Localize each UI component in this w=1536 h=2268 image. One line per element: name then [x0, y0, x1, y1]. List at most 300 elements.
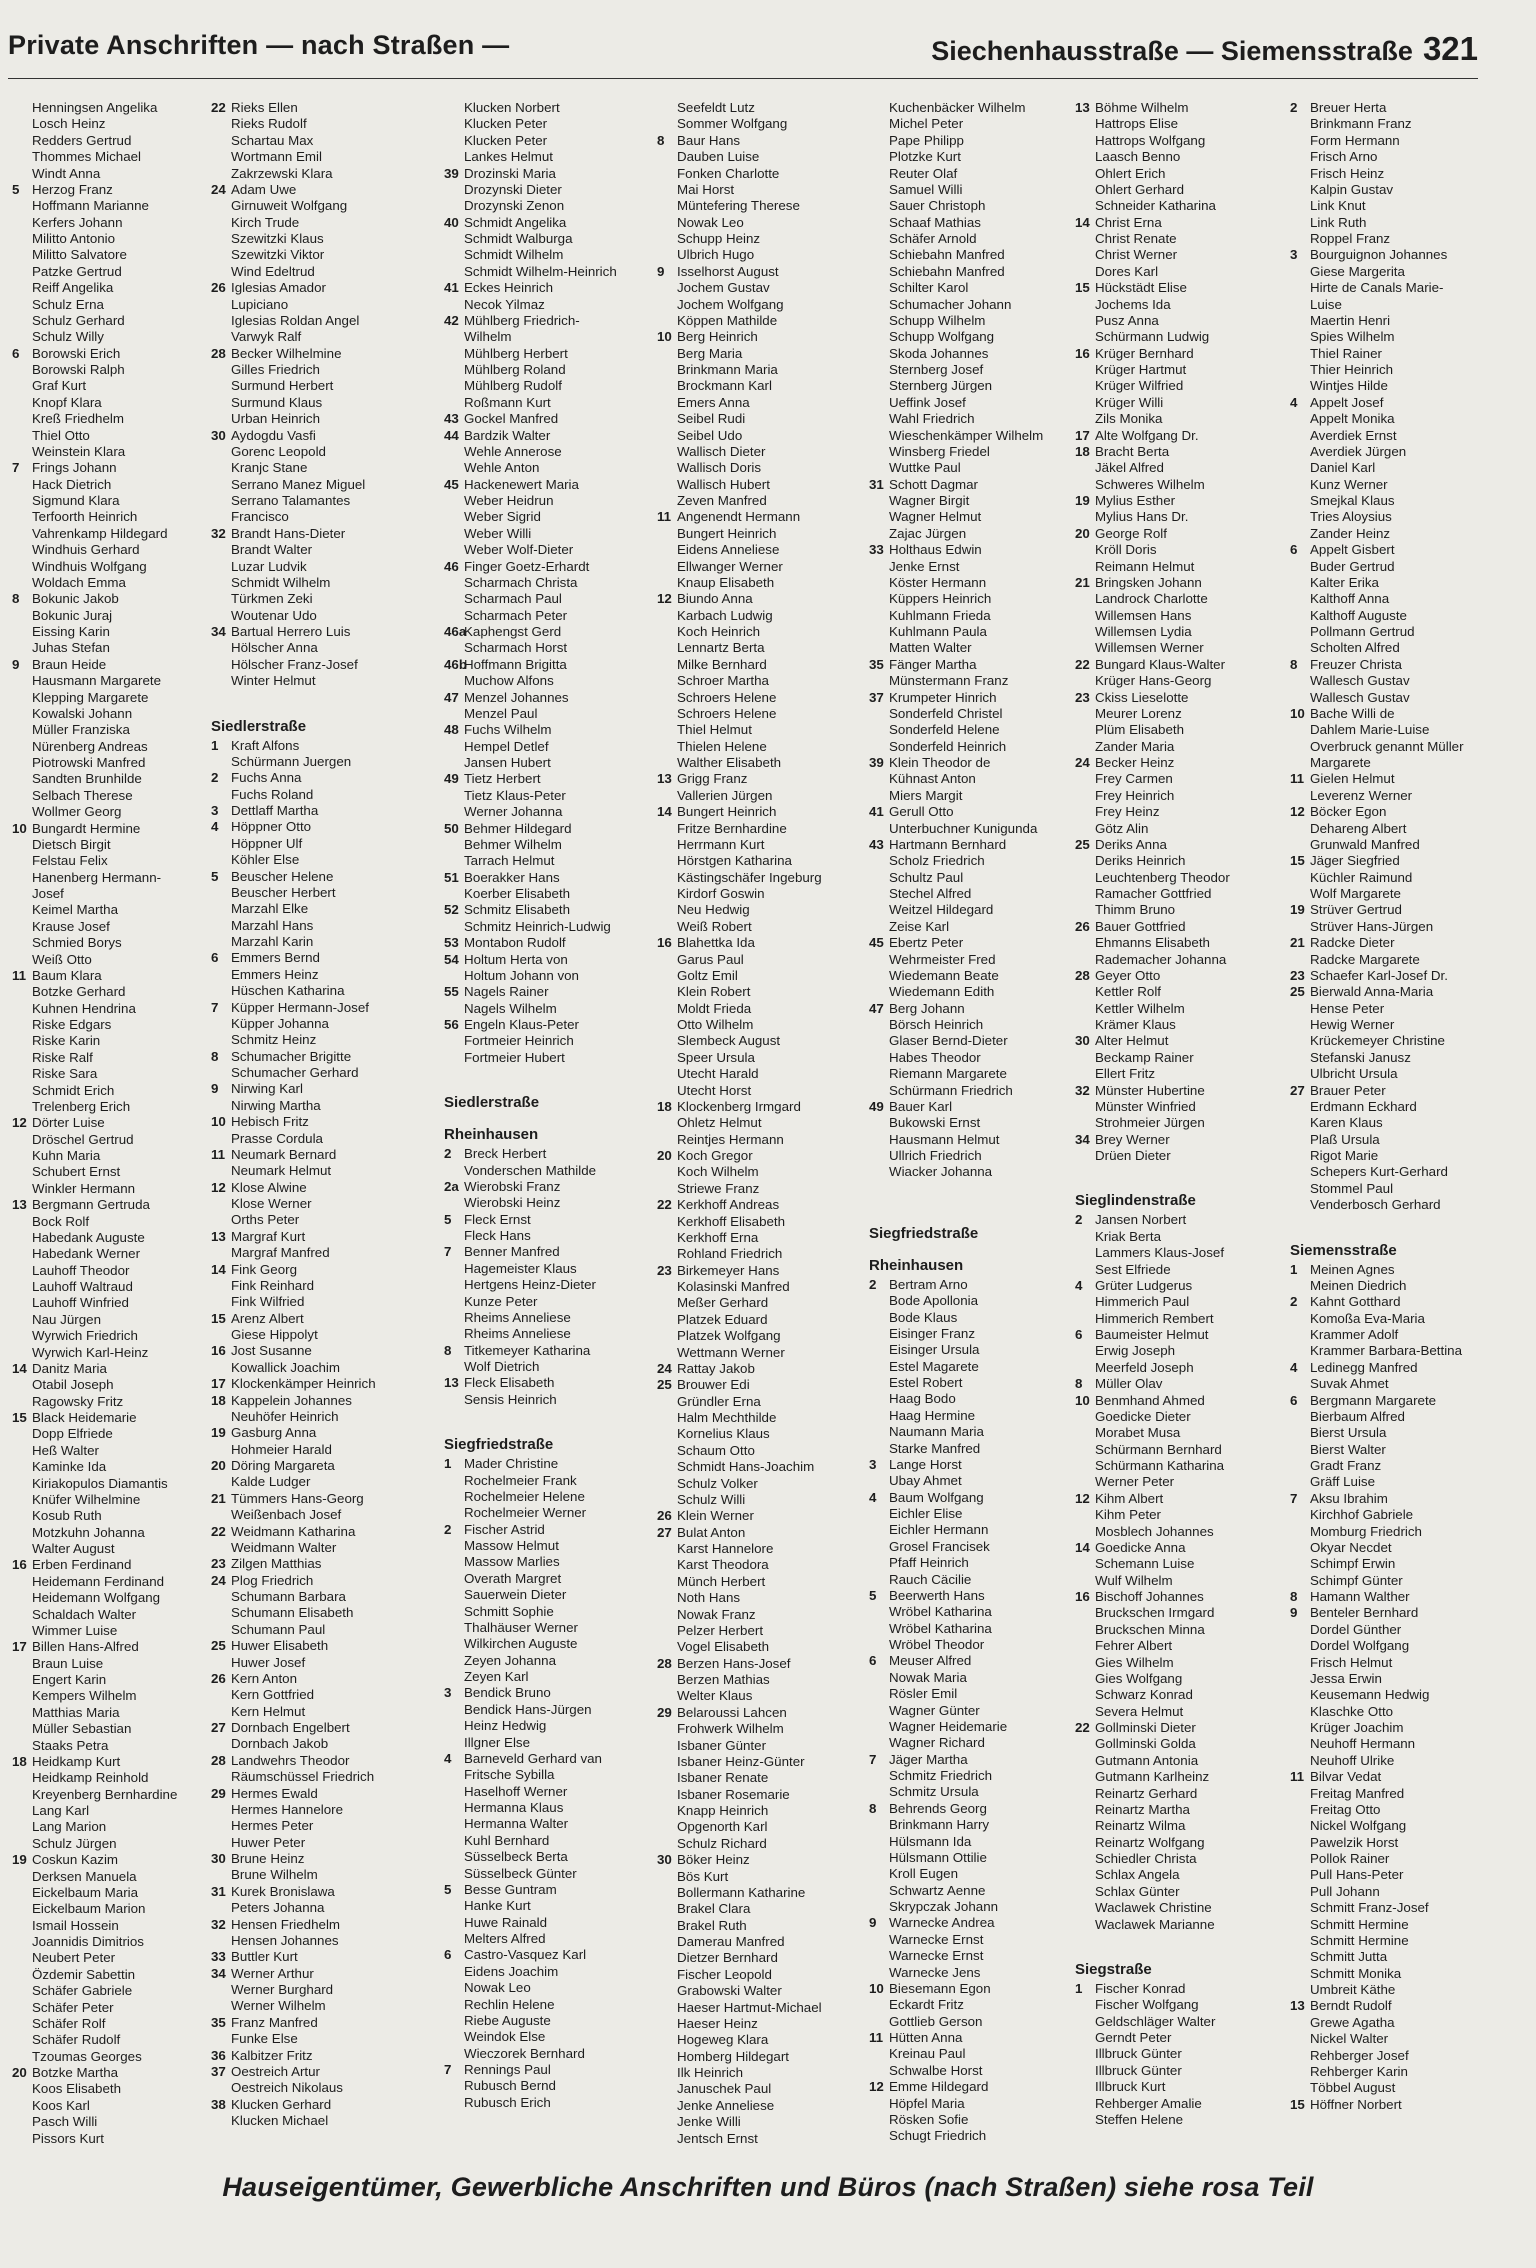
- resident-entry: [1290, 935, 1490, 951]
- resident-name: Klose Alwine: [231, 1179, 307, 1195]
- resident-entry: [444, 1017, 654, 1033]
- house-number: 20: [1075, 525, 1090, 541]
- resident-name: Schultz Paul: [889, 869, 964, 885]
- resident-name: Schilter Karol: [889, 280, 969, 296]
- resident-entry: [444, 771, 654, 787]
- resident-name: Ellwanger Werner: [677, 558, 783, 574]
- resident-entry: [211, 1933, 441, 1949]
- resident-name: Utecht Harald: [677, 1066, 759, 1082]
- resident-name: Otabil Joseph: [32, 1377, 114, 1393]
- resident-entry: [657, 870, 867, 886]
- resident-name: Klein Theodor de: [889, 755, 991, 770]
- resident-entry: [1290, 722, 1490, 738]
- resident-name: Komoßa Eva-Maria: [1310, 1310, 1425, 1326]
- resident-name: Striewe Franz: [677, 1180, 760, 1196]
- resident-entry: [1290, 280, 1490, 296]
- resident-name: Angenendt Hermann: [677, 509, 801, 525]
- house-number: 15: [12, 1410, 27, 1425]
- resident-name: Heidemann Ferdinand: [32, 1573, 165, 1589]
- resident-name: Sandten Brunhilde: [32, 771, 142, 787]
- resident-name: Montabon Rudolf: [464, 935, 566, 951]
- resident-entry: [869, 133, 1074, 149]
- house-number: 24: [211, 1572, 226, 1588]
- resident-name: Borowski Ralph: [32, 362, 125, 377]
- resident-name: Ulbrich Hugo: [677, 247, 755, 263]
- resident-name: Klockenkämper Heinrich: [231, 1376, 376, 1392]
- house-number: 1: [211, 737, 219, 753]
- house-number: 6: [869, 1653, 877, 1669]
- resident-entry: [211, 559, 441, 575]
- resident-name: Otto Wilhelm: [677, 1017, 754, 1032]
- resident-name: Grabowski Walter: [677, 1983, 782, 1999]
- resident-entry: [657, 395, 867, 411]
- house-number: 20: [12, 2065, 27, 2080]
- resident-entry: [211, 1638, 441, 1654]
- resident-name: Haselhoff Werner: [464, 1783, 568, 1799]
- resident-name: Damerau Manfred: [677, 1934, 785, 1949]
- resident-entry: [869, 1506, 1074, 1522]
- resident-name: Blahettka Ida: [677, 935, 755, 951]
- resident-entry: [444, 821, 654, 837]
- resident-name: Kreinau Paul: [889, 2046, 966, 2062]
- resident-entry: [657, 919, 867, 935]
- resident-entry: [444, 395, 654, 411]
- resident-entry: [444, 1163, 654, 1179]
- resident-name: Freuzer Christa: [1310, 656, 1402, 672]
- resident-entry: [1290, 133, 1490, 149]
- resident-name: Pfaff Heinrich: [889, 1555, 969, 1571]
- resident-entry: [1075, 591, 1287, 607]
- resident-entry: [211, 836, 441, 852]
- resident-entry: [211, 313, 441, 329]
- resident-entry: [869, 378, 1074, 394]
- resident-name: Pollok Rainer: [1310, 1851, 1390, 1866]
- resident-entry: [211, 738, 441, 754]
- resident-entry: [869, 1588, 1074, 1604]
- resident-name: Klucken Michael: [231, 2113, 329, 2128]
- resident-name: Frohwerk Wilhelm: [677, 1721, 784, 1737]
- resident-entry: [211, 1802, 441, 1818]
- resident-entry: [1290, 804, 1490, 820]
- resident-name: Münstermann Franz: [889, 673, 1009, 689]
- resident-name: Serrano Manez Miguel: [231, 476, 366, 492]
- resident-name: Schott Dagmar: [889, 476, 978, 492]
- resident-name: Kaphengst Gerd: [464, 624, 562, 639]
- resident-entry: [211, 869, 441, 885]
- spacer: [1075, 1164, 1287, 1180]
- resident-name: Nowak Leo: [464, 1980, 531, 1996]
- resident-entry: [657, 1885, 867, 1901]
- resident-name: Drozinski Maria: [464, 165, 556, 181]
- resident-name: Platzek Eduard: [677, 1311, 768, 1327]
- resident-name: Werner Burghard: [231, 1982, 334, 1997]
- resident-entry: [869, 2030, 1074, 2046]
- resident-name: Jansen Hubert: [464, 755, 551, 770]
- resident-name: Benner Manfred: [464, 1244, 560, 1260]
- resident-entry: [211, 362, 441, 378]
- resident-entry: [1075, 329, 1287, 345]
- resident-entry: [869, 428, 1074, 444]
- resident-entry: [1075, 1605, 1287, 1621]
- house-number: 15: [1075, 280, 1090, 296]
- resident-entry: [657, 329, 867, 345]
- house-number: 23: [657, 1262, 672, 1278]
- resident-entry: [869, 1408, 1074, 1424]
- resident-entry: [869, 1932, 1074, 1948]
- resident-entry: [12, 1345, 207, 1361]
- house-number: 13: [444, 1375, 459, 1391]
- resident-name: Margarete: [1310, 755, 1371, 770]
- resident-name: Opgenorth Karl: [677, 1819, 768, 1835]
- resident-name: Schupp Wilhelm: [889, 312, 986, 328]
- resident-entry: [1290, 395, 1490, 411]
- resident-entry: [1075, 264, 1287, 280]
- resident-name: Plüm Elisabeth: [1095, 722, 1185, 738]
- resident-entry: [444, 624, 654, 640]
- resident-name: Zeise Karl: [889, 918, 950, 934]
- resident-entry: [1290, 1818, 1490, 1834]
- house-number: 35: [211, 2014, 226, 2030]
- resident-entry: [444, 1882, 654, 1898]
- resident-entry: [12, 952, 207, 968]
- resident-name: Fleck Hans: [464, 1228, 531, 1243]
- resident-name: Scharmach Christa: [464, 574, 578, 590]
- resident-name: Kowalski Johann: [32, 705, 133, 721]
- house-number: 5: [444, 1881, 452, 1897]
- resident-entry: [1290, 1311, 1490, 1327]
- resident-entry: [1290, 116, 1490, 132]
- resident-entry: [869, 477, 1074, 493]
- resident-entry: [657, 853, 867, 869]
- resident-entry: [444, 1310, 654, 1326]
- resident-name: Willemsen Lydia: [1095, 624, 1192, 639]
- resident-name: Jentsch Ernst: [677, 2130, 758, 2146]
- house-number: 15: [211, 1310, 226, 1326]
- resident-name: Buder Gertrud: [1310, 558, 1395, 574]
- street-heading: Siedlerstraße: [211, 717, 307, 735]
- resident-name: Lauhoff Winfried: [32, 1295, 129, 1311]
- resident-entry: [657, 1066, 867, 1082]
- resident-entry: [1075, 739, 1287, 755]
- resident-entry: [657, 297, 867, 313]
- resident-name: Habedank Werner: [32, 1246, 141, 1262]
- resident-entry: [211, 787, 441, 803]
- resident-name: Herrmann Kurt: [677, 836, 765, 852]
- resident-name: Schmitz Heinrich-Ludwig: [464, 918, 611, 934]
- resident-name: Schmitt Franz-Josef: [1310, 1900, 1429, 1916]
- resident-name: Schäfer Rolf: [32, 2015, 106, 2031]
- resident-entry: [1075, 1115, 1287, 1131]
- resident-name: Eickelbaum Marion: [32, 1901, 146, 1917]
- resident-name: Fehrer Albert: [1095, 1638, 1173, 1654]
- resident-entry: [444, 673, 654, 689]
- resident-name: Januschek Paul: [677, 2081, 772, 2097]
- resident-entry: [444, 1522, 654, 1538]
- resident-entry: [1075, 1148, 1287, 1164]
- resident-entry: [869, 804, 1074, 820]
- house-number: 14: [12, 1360, 27, 1376]
- resident-name: Kuhl Bernhard: [464, 1832, 550, 1848]
- resident-entry: [444, 313, 654, 329]
- resident-name: Bierst Walter: [1310, 1441, 1386, 1457]
- resident-entry: [869, 329, 1074, 345]
- resident-entry: [211, 983, 441, 999]
- resident-name: Rubusch Bernd: [464, 2078, 556, 2094]
- house-number: 2a: [444, 1178, 459, 1194]
- resident-entry: [1075, 952, 1287, 968]
- resident-name: Hempel Detlef: [464, 738, 549, 754]
- house-number: 28: [657, 1655, 672, 1671]
- resident-entry: [869, 1735, 1074, 1751]
- resident-name: Kuhn Maria: [32, 1148, 101, 1163]
- resident-entry: [1290, 542, 1490, 558]
- resident-entry: [12, 1033, 207, 1049]
- resident-entry: [1075, 2096, 1287, 2112]
- resident-name: Schmidt Wilhelm: [231, 574, 331, 590]
- resident-name: Wuttke Paul: [889, 460, 961, 476]
- resident-name: Militto Salvatore: [32, 247, 127, 263]
- resident-name: Berzen Hans-Josef: [677, 1655, 791, 1671]
- resident-entry: [869, 1342, 1074, 1358]
- resident-entry: [12, 755, 207, 771]
- house-number: 21: [1290, 935, 1305, 951]
- resident-name: Billen Hans-Alfred: [32, 1639, 139, 1655]
- resident-entry: [211, 378, 441, 394]
- resident-name: Kühnast Anton: [889, 771, 976, 787]
- resident-entry: [869, 1473, 1074, 1489]
- resident-entry: [444, 182, 654, 198]
- resident-entry: [211, 885, 441, 901]
- resident-entry: [1075, 1981, 1287, 1997]
- resident-name: Botzke Martha: [32, 2065, 119, 2080]
- resident-entry: [1075, 1294, 1287, 1310]
- resident-name: Oestreich Nikolaus: [231, 2080, 343, 2096]
- house-number: 14: [1075, 1539, 1090, 1555]
- resident-entry: [12, 460, 207, 476]
- resident-name: Gottlieb Gerson: [889, 2013, 983, 2029]
- resident-entry: [444, 1392, 654, 1408]
- spacer: [444, 1408, 654, 1424]
- resident-name: Okyar Necdet: [1310, 1539, 1392, 1555]
- resident-entry: [657, 657, 867, 673]
- resident-name: Winsberg Friedel: [889, 443, 990, 459]
- resident-entry: [657, 984, 867, 1000]
- resident-name: Wolf Dietrich: [464, 1359, 540, 1374]
- house-number: 11: [12, 967, 27, 983]
- resident-entry: [211, 591, 441, 607]
- resident-entry: [12, 280, 207, 296]
- resident-entry: [12, 1263, 207, 1279]
- resident-entry: [1290, 1671, 1490, 1687]
- resident-entry: [444, 853, 654, 869]
- house-number: 29: [657, 1704, 672, 1720]
- resident-name: Arenz Albert: [231, 1310, 304, 1326]
- resident-entry: [657, 624, 867, 640]
- house-number: 12: [211, 1179, 226, 1195]
- resident-entry: [211, 149, 441, 165]
- resident-name: Waclawek Christine: [1095, 1900, 1212, 1916]
- house-number: 20: [211, 1458, 226, 1473]
- resident-entry: [869, 1768, 1074, 1784]
- resident-entry: [12, 1852, 207, 1868]
- resident-entry: [1290, 1524, 1490, 1540]
- resident-name: Mühlberg Rudolf: [464, 378, 562, 394]
- resident-name: Illgner Else: [464, 1734, 531, 1750]
- resident-name: Milke Bernhard: [677, 656, 767, 672]
- resident-name: Klockenberg Irmgard: [677, 1098, 801, 1114]
- resident-name: Orths Peter: [231, 1212, 300, 1228]
- resident-name: Hewig Werner: [1310, 1017, 1395, 1032]
- resident-name: Besse Guntram: [464, 1881, 557, 1897]
- resident-name: Fischer Astrid: [464, 1521, 545, 1537]
- resident-entry: [869, 690, 1074, 706]
- resident-entry: [657, 1394, 867, 1410]
- resident-name: Hattrops Wolfgang: [1095, 132, 1206, 148]
- resident-name: Illbruck Kurt: [1095, 2079, 1166, 2095]
- resident-name: Rehberger Amalie: [1095, 2095, 1202, 2111]
- house-number: 30: [211, 427, 226, 443]
- resident-name: Krämer Klaus: [1095, 1017, 1176, 1032]
- resident-entry: [1290, 1343, 1490, 1359]
- house-number: 16: [211, 1343, 226, 1359]
- resident-name: Stommel Paul: [1310, 1180, 1394, 1196]
- resident-name: Winkler Hermann: [32, 1180, 136, 1196]
- resident-entry: [12, 1181, 207, 1197]
- resident-name: Motzkuhn Johanna: [32, 1524, 145, 1540]
- resident-entry: [869, 1670, 1074, 1686]
- resident-name: Kuhlmann Paula: [889, 624, 987, 639]
- house-number: 32: [211, 1916, 226, 1932]
- resident-entry: [1290, 1655, 1490, 1671]
- resident-entry: [1290, 297, 1490, 313]
- resident-entry: [1290, 1884, 1490, 1900]
- resident-name: Wulf Wilhelm: [1095, 1572, 1173, 1588]
- resident-name: Matten Walter: [889, 640, 972, 656]
- resident-entry: [657, 1803, 867, 1819]
- resident-name: Mader Christine: [464, 1456, 559, 1472]
- resident-entry: [869, 247, 1074, 263]
- resident-entry: [1075, 1753, 1287, 1769]
- resident-name: Kreß Friedhelm: [32, 411, 124, 427]
- house-number: 46b: [444, 656, 467, 672]
- resident-entry: [1075, 346, 1287, 362]
- resident-entry: [657, 1426, 867, 1442]
- resident-entry: [1075, 1442, 1287, 1458]
- resident-entry: [444, 100, 654, 116]
- resident-entry: [12, 2065, 207, 2081]
- resident-name: Wierobski Heinz: [464, 1195, 561, 1211]
- resident-name: Isselhorst August: [677, 263, 779, 279]
- resident-entry: [869, 968, 1074, 984]
- resident-name: Hattrops Elise: [1095, 116, 1179, 132]
- resident-name: Heinz Hedwig: [464, 1718, 547, 1734]
- resident-entry: [657, 788, 867, 804]
- resident-entry: [12, 984, 207, 1000]
- resident-name: Schumacher Johann: [889, 296, 1012, 312]
- resident-name: Fuchs Roland: [231, 786, 314, 802]
- house-number: 12: [12, 1115, 27, 1131]
- resident-entry: [1075, 1917, 1287, 1933]
- house-number: 4: [444, 1750, 452, 1766]
- resident-name: Keimel Martha: [32, 902, 119, 918]
- resident-name: Kirch Trude: [231, 214, 300, 230]
- resident-entry: [1290, 640, 1490, 656]
- resident-entry: [1290, 378, 1490, 394]
- resident-entry: [1075, 1327, 1287, 1343]
- resident-name: Nirwing Martha: [231, 1097, 321, 1113]
- resident-name: Münster Winfried: [1095, 1098, 1196, 1114]
- resident-entry: [869, 886, 1074, 902]
- resident-name: Danitz Maria: [32, 1360, 107, 1376]
- resident-name: Rochelmeier Helene: [464, 1488, 585, 1504]
- resident-entry: [1075, 2030, 1287, 2046]
- resident-entry: [869, 460, 1074, 476]
- resident-name: Waclawek Marianne: [1095, 1916, 1215, 1932]
- resident-name: Werner Johanna: [464, 804, 563, 820]
- resident-name: Schepers Kurt-Gerhard: [1310, 1164, 1448, 1180]
- resident-name: Holtum Herta von: [464, 951, 568, 967]
- resident-name: Kempers Wilhelm: [32, 1688, 137, 1704]
- resident-entry: [444, 575, 654, 591]
- resident-name: Schmidt Hans-Joachim: [677, 1459, 815, 1475]
- resident-name: Wallesch Gustav: [1310, 673, 1410, 689]
- resident-entry: [444, 919, 654, 935]
- resident-entry: [657, 1557, 867, 1573]
- resident-entry: [869, 1948, 1074, 1964]
- resident-entry: [1075, 1099, 1287, 1115]
- resident-entry: [444, 690, 654, 706]
- resident-name: Weidmann Walter: [231, 1539, 337, 1555]
- house-number: 17: [1075, 427, 1090, 443]
- resident-entry: [1290, 2097, 1490, 2113]
- resident-entry: [211, 1163, 441, 1179]
- house-number: 23: [1290, 967, 1305, 983]
- resident-name: Scharmach Paul: [464, 591, 562, 607]
- resident-name: Kappelein Johannes: [231, 1392, 352, 1408]
- resident-name: Schupp Wolfgang: [889, 329, 995, 345]
- resident-entry: [211, 624, 441, 640]
- resident-entry: [1290, 984, 1490, 1000]
- house-number: 15: [1290, 853, 1305, 869]
- resident-entry: [12, 821, 207, 837]
- resident-entry: [657, 1787, 867, 1803]
- house-number: 6: [444, 1947, 452, 1963]
- resident-entry: [657, 1869, 867, 1885]
- resident-name: Weber Willi: [464, 525, 532, 541]
- resident-entry: [12, 771, 207, 787]
- resident-entry: [444, 493, 654, 509]
- resident-entry: [12, 739, 207, 755]
- resident-entry: [1075, 771, 1287, 787]
- resident-name: Castro-Vasquez Karl: [464, 1947, 587, 1963]
- resident-entry: [657, 640, 867, 656]
- house-number: 32: [1075, 1082, 1090, 1098]
- resident-entry: [657, 755, 867, 771]
- resident-entry: [1290, 329, 1490, 345]
- resident-name: Pull Hans-Peter: [1310, 1867, 1404, 1883]
- resident-name: Severa Helmut: [1095, 1703, 1184, 1719]
- resident-entry: [211, 1720, 441, 1736]
- house-number: 43: [444, 411, 459, 427]
- resident-entry: [211, 1917, 441, 1933]
- resident-name: Slembeck August: [677, 1033, 781, 1049]
- resident-name: Werner Peter: [1095, 1474, 1175, 1490]
- resident-entry: [657, 215, 867, 231]
- resident-entry: [657, 313, 867, 329]
- resident-entry: [444, 2029, 654, 2045]
- resident-name: Krammer Adolf: [1310, 1327, 1399, 1342]
- resident-entry: [1290, 411, 1490, 427]
